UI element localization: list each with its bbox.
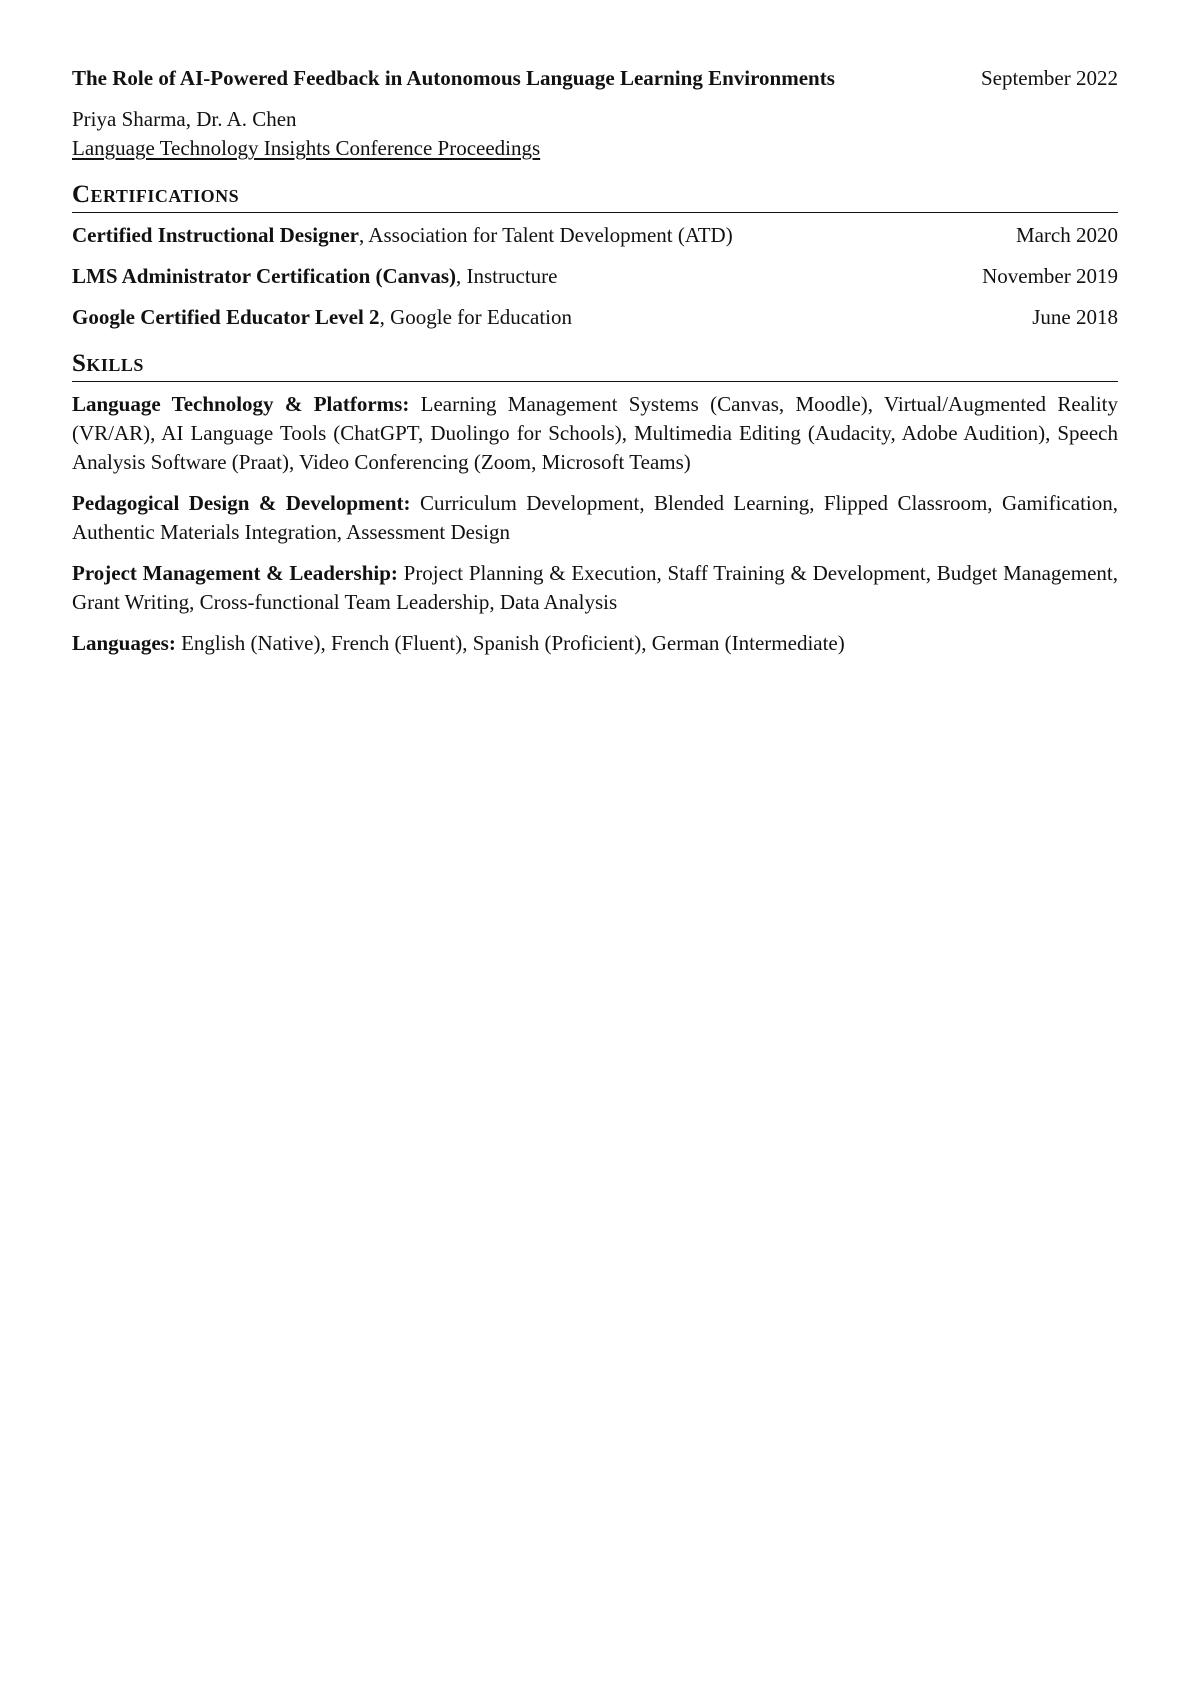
certifications-heading: Certifications xyxy=(72,179,1118,213)
skill-text: Project Planning & Execution, Staff Training & Development, Budget Management, Grant Writing, Cross-functional Team Leadership, Data Analysis xyxy=(72,561,1118,614)
skill-text: Learning Management Systems (Canvas, Moodle), Virtual/Augmented Reality (VR/AR), AI Language Tools (ChatGPT, Duolingo for Schools), Multimedia Editing (Audacity, Adobe Audition), Speech Analysis Software (Praat), Video Conferencing (Zoom, Microsoft Teams) xyxy=(72,392,1118,474)
publication-header-row xyxy=(72,64,1118,93)
skills-heading: Skills xyxy=(72,348,1118,382)
skill-item xyxy=(72,390,1118,477)
skill-label: Languages: xyxy=(72,631,176,655)
certification-text xyxy=(72,303,572,332)
certification-text xyxy=(72,221,733,250)
skill-text: English (Native), French (Fluent), Spanish (Proficient), German (Intermediate) xyxy=(175,631,845,655)
certification-name: Google Certified Educator Level 2 xyxy=(72,305,380,329)
certification-item xyxy=(72,221,1118,250)
skills-list xyxy=(72,390,1118,658)
skill-label: Pedagogical Design & Development: xyxy=(72,491,411,515)
skill-label: Language Technology & Platforms: xyxy=(72,392,410,416)
skill-label: Project Management & Leadership: xyxy=(72,561,398,585)
certifications-list xyxy=(72,221,1118,332)
publication-entry xyxy=(72,64,1118,163)
certification-date: March 2020 xyxy=(1015,223,1118,247)
certification-text xyxy=(72,262,557,291)
publication-title: The Role of AI-Powered Feedback in Autonomous Language Learning Environments xyxy=(72,66,835,90)
certification-date: June 2018 xyxy=(1032,305,1118,329)
skill-item xyxy=(72,629,1118,658)
skill-item xyxy=(72,489,1118,547)
resume-page xyxy=(72,64,1118,670)
certification-name: LMS Administrator Certification (Canvas) xyxy=(72,264,456,288)
skill-text: Curriculum Development, Blended Learning, Flipped Classroom, Gamification, Authentic Materials Integration, Assessment Design xyxy=(72,491,1118,544)
certification-item xyxy=(72,262,1118,291)
certification-issuer: , Association for Talent Development (ATD) xyxy=(358,223,733,247)
certification-issuer: , Google for Education xyxy=(379,305,573,329)
publication-venue-link[interactable]: Language Technology Insights Conference Proceedings xyxy=(72,136,541,160)
certification-item xyxy=(72,303,1118,332)
publication-date: September 2022 xyxy=(980,66,1118,90)
publication-authors: Priya Sharma, Dr. A. Chen xyxy=(72,107,297,131)
certification-date: November 2019 xyxy=(982,264,1118,288)
certification-issuer: , Instructure xyxy=(456,264,558,288)
certification-name: Certified Instructional Designer xyxy=(72,223,359,247)
skill-item xyxy=(72,559,1118,617)
